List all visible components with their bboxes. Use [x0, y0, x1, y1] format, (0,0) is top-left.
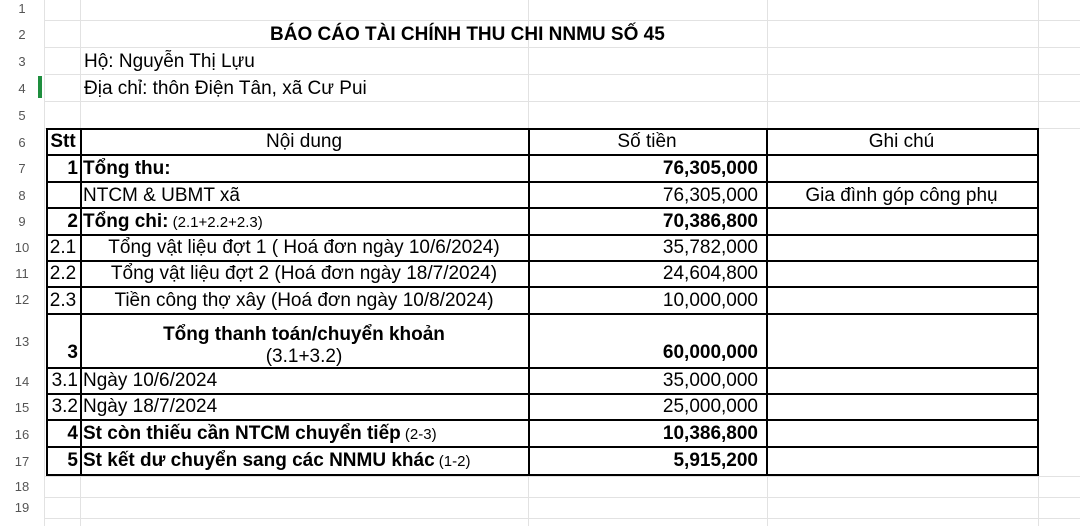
amount-cell[interactable]: 24,604,800	[662, 263, 758, 284]
amount-cell[interactable]: 25,000,000	[662, 396, 758, 417]
row-number[interactable]: 1	[18, 1, 26, 16]
stt-cell[interactable]: 1	[67, 158, 78, 179]
row-number[interactable]: 5	[18, 108, 26, 123]
content-cell[interactable]: Tổng vật liệu đợt 1 ( Hoá đơn ngày 10/6/2024)	[108, 237, 500, 258]
content-cell[interactable]: Tổng thu:	[83, 158, 171, 179]
amount-cell[interactable]: 70,386,800	[662, 211, 758, 232]
row-number[interactable]: 12	[14, 292, 30, 307]
report-title[interactable]: BÁO CÁO TÀI CHÍNH THU CHI NNMU SỐ 45	[270, 24, 665, 45]
content-cell[interactable]: Ngày 18/7/2024	[83, 396, 218, 417]
header-content[interactable]: Nội dung	[265, 131, 343, 152]
header-note[interactable]: Ghi chú	[868, 131, 935, 152]
row-number[interactable]: 15	[14, 400, 30, 415]
amount-cell[interactable]: 60,000,000	[662, 342, 758, 363]
stt-cell[interactable]: 5	[67, 450, 78, 471]
row-number[interactable]: 6	[18, 135, 26, 150]
row-number[interactable]: 7	[18, 161, 26, 176]
note-cell[interactable]: Gia đình góp công phụ	[805, 185, 998, 206]
amount-cell[interactable]: 10,000,000	[662, 290, 758, 311]
stt-cell[interactable]: 2.3	[49, 290, 77, 311]
row-number[interactable]: 18	[14, 479, 30, 494]
household-name[interactable]: Hộ: Nguyễn Thị Lựu	[84, 51, 255, 72]
content-cell[interactable]: St còn thiếu cần NTCM chuyển tiếp (2-3)	[83, 423, 437, 444]
header-stt[interactable]: Stt	[50, 131, 76, 152]
stt-cell[interactable]: 2.1	[49, 237, 77, 258]
amount-cell[interactable]: 76,305,000	[662, 185, 758, 206]
active-row-indicator	[38, 76, 42, 98]
row-number[interactable]: 11	[15, 266, 29, 281]
row-number[interactable]: 16	[14, 427, 30, 442]
stt-cell[interactable]: 3.1	[51, 370, 78, 391]
row-number[interactable]: 3	[18, 54, 26, 69]
finance-table	[46, 128, 1038, 476]
row-number[interactable]: 10	[14, 240, 30, 255]
row-number[interactable]: 13	[14, 334, 30, 349]
stt-cell[interactable]: 2	[67, 211, 78, 232]
row-number[interactable]: 2	[18, 27, 26, 42]
amount-cell[interactable]: 5,915,200	[673, 450, 758, 471]
content-cell[interactable]: Tổng thanh toán/chuyển khoản	[163, 324, 445, 345]
stt-cell[interactable]: 4	[67, 423, 78, 444]
stt-cell[interactable]: 2.2	[49, 263, 77, 284]
row-number[interactable]: 8	[18, 188, 26, 203]
row-number[interactable]: 19	[14, 500, 30, 515]
amount-cell[interactable]: 35,000,000	[662, 370, 758, 391]
row-number[interactable]: 17	[14, 454, 30, 469]
address[interactable]: Địa chỉ: thôn Điện Tân, xã Cư Pui	[84, 78, 367, 99]
stt-cell[interactable]: 3	[67, 342, 78, 363]
content-cell[interactable]: Ngày 10/6/2024	[83, 370, 218, 391]
row-number[interactable]: 4	[18, 81, 26, 96]
header-amount[interactable]: Số tiền	[617, 131, 677, 152]
content-cell[interactable]: Tổng vật liệu đợt 2 (Hoá đơn ngày 18/7/2024)	[110, 263, 498, 284]
row-number[interactable]: 9	[18, 214, 26, 229]
content-cell[interactable]: NTCM & UBMT xã	[83, 185, 240, 206]
content-cell[interactable]: Tổng chi: (2.1+2.2+2.3)	[83, 211, 263, 232]
amount-cell[interactable]: 35,782,000	[662, 237, 758, 258]
content-cell[interactable]: Tiền công thợ xây (Hoá đơn ngày 10/8/2024)	[114, 290, 494, 311]
amount-cell[interactable]: 10,386,800	[662, 423, 758, 444]
stt-cell[interactable]: 3.2	[51, 396, 78, 417]
amount-cell[interactable]: 76,305,000	[662, 158, 758, 179]
content-cell[interactable]: St kết dư chuyển sang các NNMU khác (1-2)	[83, 450, 471, 471]
row-number[interactable]: 14	[14, 374, 30, 389]
formula-cell[interactable]: (3.1+3.2)	[265, 346, 343, 367]
